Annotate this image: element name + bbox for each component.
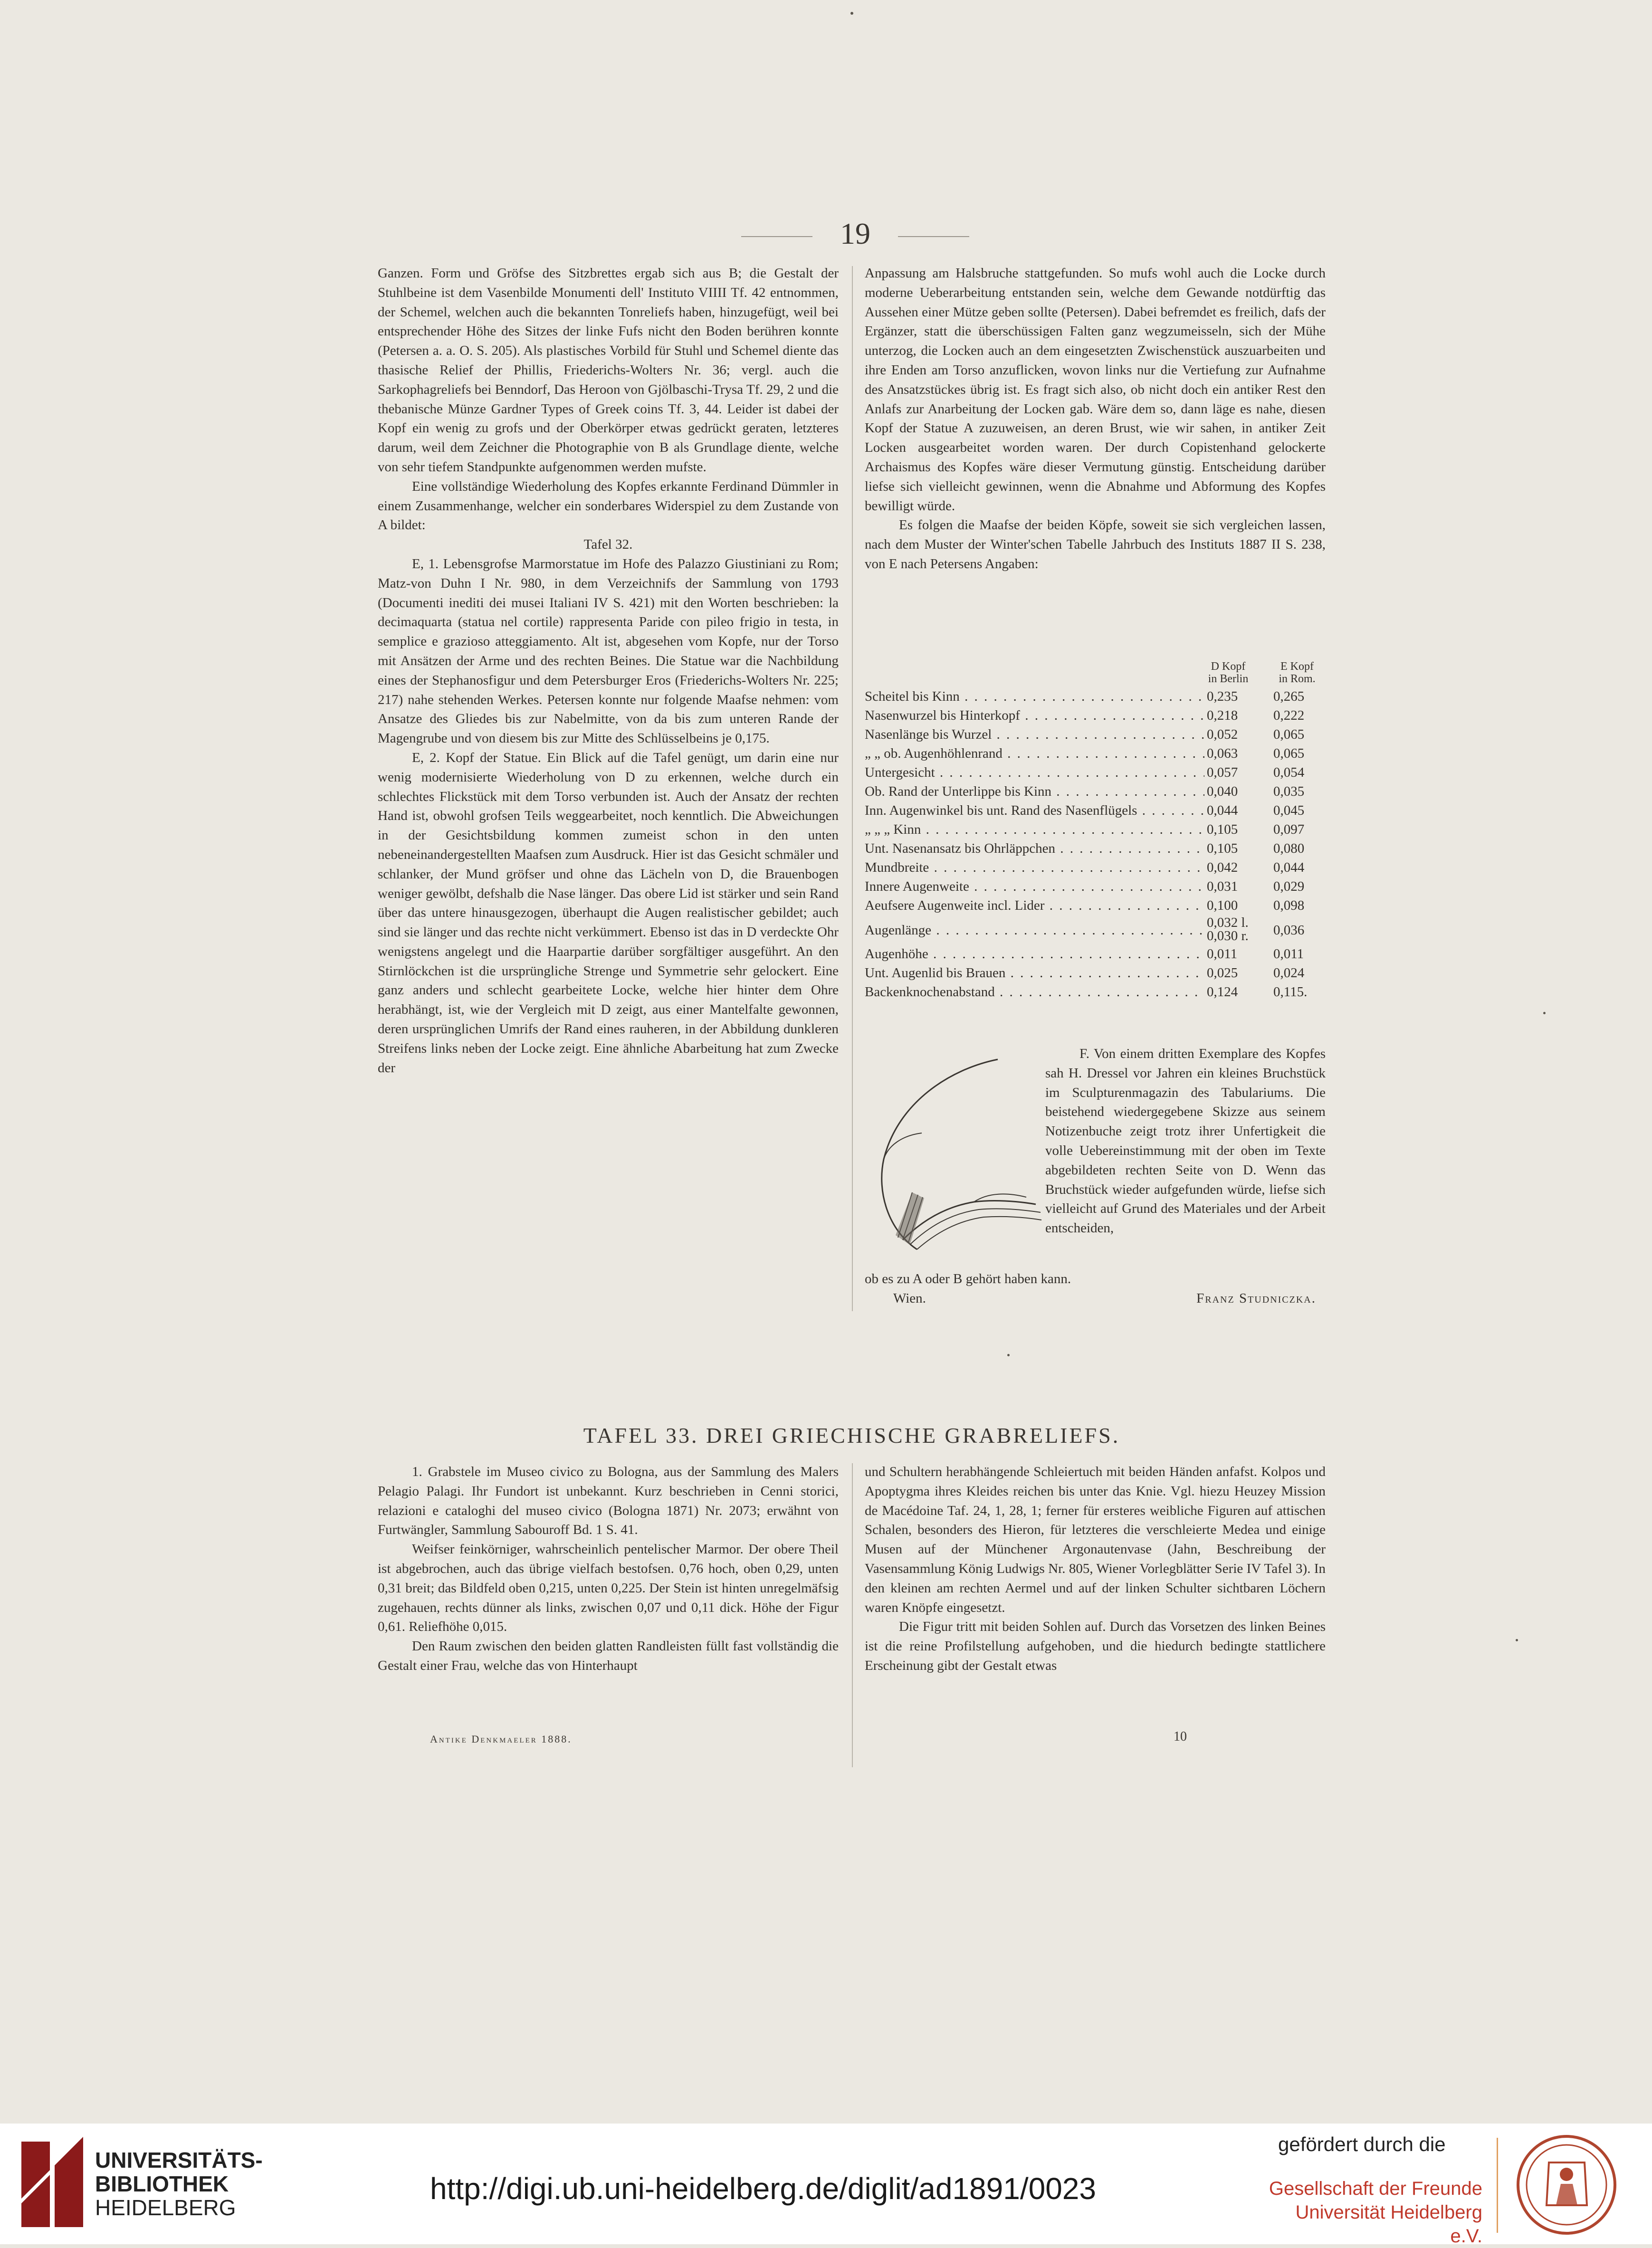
measurement-row (865, 820, 1326, 839)
measurement-d-value: 0,032 l. 0,030 r. (1207, 916, 1269, 943)
measurement-label: Ob. Rand der Unterlippe bis Kinn . . . (865, 784, 1204, 799)
measurement-d-value: 0,057 (1207, 763, 1269, 782)
ub-name-line3: HEIDELBERG (95, 2195, 236, 2220)
measurement-e-value: 0,045 (1273, 801, 1326, 820)
measurement-row (865, 963, 1326, 982)
measurement-row (865, 858, 1326, 877)
measurement-e-value: 0,024 (1273, 963, 1326, 982)
header-e-kopf: E Kopf in Rom. (1279, 660, 1316, 685)
dust-speck (1516, 1639, 1518, 1641)
measurement-row (865, 877, 1326, 896)
ub-name-line2: BIBLIOTHEK (95, 2172, 229, 2196)
measurement-label-wrap (865, 963, 1204, 982)
measurement-label-wrap (865, 820, 1204, 839)
measurement-label: „ „ „ Kinn . . . (865, 822, 1204, 837)
measurement-label: Untergesicht . . . (865, 765, 1204, 780)
sponsor-divider (1497, 2138, 1498, 2233)
measurement-e-value: 0,011 (1273, 944, 1326, 963)
text-column-left-lower (378, 1462, 839, 1738)
col2-paragraph: Anpassung am Halsbruche stattgefunden. So mufs wohl auch die Locke durch moderne Ueberarbeitung entstanden sein, welche dem Gewande notdürftig das Aussehen einer Mütze geben sollte (Petersen). Dabei befremdet es freilich, dafs der Ergänzer, statt die überschüssigen Falten ganz wegzumeisseln, sich der Mühe unterzog, die Locken auch an dem eingesetzten Zwischenstück auszuarbeiten und ihre Enden am Torso anzuflicken, wovon links nur die Vertiefung zur Aufnahme des Ansatzstückes übrig ist. Es fragt sich also, ob nicht doch ein antiker Rest den Anlafs zur Anarbeitung der Locken gab. Wäre dem so, dann läge es nahe, diesen Kopf der Statue A zuzuweisen, an deren Brust, wie wir sahen, in antiker Zeit Locken ausgearbeitet worden waren. Der durch Copistenhand gelockerte Archaismus des Kopfes wäre dieser Vermutung günstig. Entscheidung darüber liefse sich vielleicht gewinnen, wenn die Abnahme und Abformung des Kopfes bewilligt würde. (865, 266, 1326, 514)
measurement-e-value: 0,115. (1273, 982, 1326, 1001)
measurement-row (865, 839, 1326, 858)
text-column-left-upper (378, 264, 839, 1323)
column-rule-upper (852, 266, 853, 1311)
measurement-d-value: 0,235 (1207, 687, 1269, 706)
measurement-label-wrap (865, 782, 1204, 801)
col1-paragraph: E, 1. Lebensgrofse Marmorstatue im Hofe des Palazzo Giustiniani zu Rom; Matz-von Duhn I Nr. 980, in dem Verzeichnifs der Sammlung von 1793 (Documenti inediti dei musei Italiani IV S. 421) mit den Worten beschrieben: la decimaquarta (statua nel cortile) rappresenta Paride con pileo frigio in testa, in semplice e grazioso atteggiamento. Alt ist, abgesehen vom Kopfe, nur der Torso mit Ansätzen der Arme und des rechten Beines. Die Statue war die Nachbildung eines der Stephanosfigur und dem Petersburger Eros (Friederichs-Wolters Nr. 225; 217) nahe stehenden Werkes. Petersen konnte nur folgende Maafse nehmen: vom Ansatze des Gliedes bis zur Nabelmitte, von da bis zum unteren Rande der Magengrube und von diesem bis zur Mitte des Schlüsselbeins je 0,175. (378, 556, 839, 746)
col4-paragraph: Weifser feinkörniger, wahrscheinlich pentelischer Marmor. Der obere Theil ist abgebrochen, auch das übrige vielfach bestofsen. 0,76 hoch, oben 0,29, unten 0,31 breit; das Bildfeld oben 0,215, unten 0,225. Der Stein ist hinten unregelmäfsig zugehauen, rechts dünner als links, zwischen 0,07 und 0,11 dick. Höhe der Figur 0,61. Reliefhöhe 0,015. (378, 1542, 839, 1635)
measurement-d-value: 0,100 (1207, 896, 1269, 915)
measurement-label: Nasenlänge bis Wurzel . . . (865, 727, 1204, 742)
measurement-row (865, 896, 1326, 915)
measurement-d-value: 0,105 (1207, 820, 1269, 839)
sponsor-name-line2: Universität Heidelberg e.V. (1295, 2202, 1482, 2247)
col4-paragraph: Den Raum zwischen den beiden glatten Randleisten füllt fast vollständig die Gestalt einer Frau, welche das von Hinterhaupt (378, 1638, 839, 1673)
measurement-label: Unt. Nasenansatz bis Ohrläppchen . . . (865, 841, 1204, 856)
measurement-label-wrap (865, 763, 1204, 782)
measurement-label-wrap (865, 839, 1204, 858)
measurement-e-value: 0,065 (1273, 725, 1326, 744)
measurement-label-wrap (865, 858, 1204, 877)
col1-paragraph: Tafel 32. (583, 537, 633, 552)
dust-speck (850, 12, 853, 15)
measurement-d-value: 0,063 (1207, 744, 1269, 763)
measurement-d-value: 0,011 (1207, 944, 1269, 963)
measurement-label: Backenknochenabstand . . . (865, 984, 1204, 1000)
measurement-row (865, 763, 1326, 782)
text-column-right-upper (865, 264, 1326, 663)
measurement-e-value: 0,054 (1273, 763, 1326, 782)
university-seal-icon (1516, 2134, 1618, 2236)
measurement-e-value: 0,222 (1273, 706, 1326, 725)
measurement-label: Mundbreite . . . (865, 860, 1204, 875)
measurement-row (865, 982, 1326, 1001)
page-number: 19 (713, 216, 998, 251)
footer-signature-number: 10 (1174, 1729, 1187, 1744)
measurement-label: Nasenwurzel bis Hinterkopf . . . (865, 708, 1204, 723)
dust-speck (1007, 1354, 1010, 1356)
col1-paragraph: Ganzen. Form und Gröfse des Sitzbrettes ergab sich aus B; die Gestalt der Stuhlbeine ist dem Vasenbilde Monumenti dell' Instituto VIIII Tf. 42 entnommen, der Schemel, welchen auch die bekannten Tonreliefs haben, hinzugefügt, weil bei entsprechender Höhe des Sitzes der linke Fufs nicht den Boden berühren konnte (Petersen a. a. O. S. 205). Als plastisches Vorbild für Stuhl und Schemel diente das thasische Relief der Phillis, Friederichs-Wolters Nr. 36; vergl. auch die Sarkophagreliefs bei Benndorf, Das Heroon von Gjölbaschi-Trysa Tf. 29, 2 und die thebanische Münze Gardner Types of Greek coins Tf. 3, 44. Leider ist dabei der Kopf ein wenig zu grofs und der Oberkörper etwas gedrückt geraten, letzteres darum, weil dem Zeichner die Photographie von B als Grundlage diente, welche von sehr tiefem Standpunkte aufgenommen werden mufste. (378, 266, 839, 475)
head-fragment-sketch (865, 1050, 1045, 1259)
measurement-e-value: 0,036 (1273, 921, 1326, 940)
measurement-row (865, 915, 1326, 944)
measurement-row (865, 801, 1326, 820)
col2-paragraph: Es folgen die Maafse der beiden Köpfe, soweit sie sich vergleichen lassen, nach dem Muster der Winter'schen Tabelle Jahrbuch des Instituts 1887 II S. 238, von E nach Petersens Angaben: (865, 517, 1326, 572)
footer-series-title: Antike Denkmaeler 1888. (430, 1733, 572, 1745)
measurement-d-value: 0,044 (1207, 801, 1269, 820)
ub-name-line1: UNIVERSITÄTS- (95, 2148, 263, 2172)
measurement-row (865, 706, 1326, 725)
measurement-e-value: 0,265 (1273, 687, 1326, 706)
text-column-fragment-end (865, 1269, 1326, 1322)
measurement-label-wrap (865, 982, 1204, 1001)
measurement-d-value: 0,031 (1207, 877, 1269, 896)
sponsor-name-line1: Gesellschaft der Freunde (1269, 2178, 1482, 2199)
measurement-e-value: 0,035 (1273, 782, 1326, 801)
col1-paragraph: E, 2. Kopf der Statue. Ein Blick auf die Tafel genügt, um darin eine nur wenig modernisierte Wiederholung von D zu erkennen, welche durch ein schlechtes Flickstück mit dem Torso verbunden ist. Auch der Ansatz der rechten Hand ist, obwohl grofsen Teils weggearbeitet, noch kenntlich. Die Abweichungen in der Gesichtsbildung kommen zumeist schon in den unten nebeneinandergestellten Maafsen zum Ausdruck. Hier ist das Gesicht schmäler und schlanker, der Mund gröfser und ohne das Lächeln von D, die Brauenbogen weniger gewölbt, defshalb die Nase länger. Das obere Lid ist stärker und sein Rand über das untere hinausgezogen, überhaupt die Augen realistischer gebildet; auch sind sie länger und das rechte nicht verkümmert. Ebenso ist das in D verdeckte Ohr wenigstens angelegt und die Haarpartie darüber sorgfältiger ausgeführt. An den Stirnlöckchen ist die ursprüngliche Strenge und Symmetrie sehr gelockert. Eine ganz anders und schlecht gearbeitete Locke, welche hier hinter dem Ohre herabhängt, ist, wie der Vergleich mit D zeigt, aus einer Mantelfalte gewonnen, deren ursprünglichen Umrifs der Rand eines rauheren, in der Abbildung dunkleren Streifens links neben der Locke zeigt. Eine ähnliche Abarbeitung hat zum Zwecke der (378, 750, 839, 1076)
header-d-kopf: D Kopf in Berlin (1208, 660, 1249, 685)
measurement-d-value: 0,025 (1207, 963, 1269, 982)
dust-speck (1543, 1012, 1546, 1014)
signature-line (865, 1289, 1326, 1308)
measurement-d-value: 0,052 (1207, 725, 1269, 744)
measurement-row (865, 725, 1326, 744)
measurement-e-value: 0,044 (1273, 858, 1326, 877)
measurement-row (865, 744, 1326, 763)
measurement-label-wrap (865, 687, 1204, 706)
measurement-label-wrap (865, 706, 1204, 725)
permalink-url[interactable]: http://digi.ub.uni-heidelberg.de/diglit/ad1891/0023 (430, 2172, 1096, 2206)
measurement-label: Innere Augenweite . . . (865, 879, 1204, 894)
measurement-label: Aeufsere Augenweite incl. Lider . . . (865, 898, 1204, 913)
measurement-label: Unt. Augenlid bis Brauen . . . (865, 965, 1204, 981)
measurement-row (865, 944, 1326, 963)
measurement-e-value: 0,080 (1273, 839, 1326, 858)
measurement-label-wrap (865, 744, 1204, 763)
text-column-right-lower (865, 1462, 1326, 1738)
col5-paragraph: Die Figur tritt mit beiden Sohlen auf. Durch das Vorsetzen des linken Beines ist die reine Profilstellung aufgehoben, und die hiedurch bedingte stattlichere Erscheinung gibt der Gestalt etwas (865, 1619, 1326, 1673)
measurement-label: Augenlänge . . . (865, 923, 1204, 938)
column-rule-lower (852, 1463, 853, 1767)
university-library-name (95, 2148, 263, 2219)
measurement-table-header (865, 660, 1326, 687)
measurement-label-wrap (865, 801, 1204, 820)
col5-paragraph: und Schultern herabhängende Schleiertuch mit beiden Händen anfafst. Kolpos und Apoptygma ihres Kleides reichen bis unter das Knie. Vgl. hiezu Heuzey Mission de Macédoine Taf. 24, 1, 28, 1; ferner für ersteres weibliche Figuren auf attischen Schalen, besonders des Hieron, für letzteres die verschleierte Medea und einige Musen auf der Münchener Argonautenvase (Jahn, Beschreibung der Vasensammlung König Ludwigs Nr. 805, Wiener Vorlegblätter Serie IV Tafel 3). In den kleinen am rechten Aermel und auf der linken Schulter sichtbaren Löchern waren Knöpfe eingesetzt. (865, 1464, 1326, 1615)
measurement-row (865, 782, 1326, 801)
measurement-d-value: 0,218 (1207, 706, 1269, 725)
measurement-label: Inn. Augenwinkel bis unt. Rand des Nasenflügels . . . (865, 803, 1204, 818)
signature-place: Wien. (893, 1290, 926, 1306)
col1-paragraph: Eine vollständige Wiederholung des Kopfes erkannte Ferdinand Dümmler in einem Zusammenhange, welcher ein sonderbares Widerspiel zu dem Zustande von A bildet: (378, 478, 839, 533)
measurement-label-wrap (865, 944, 1204, 963)
measurement-d-value: 0,105 (1207, 839, 1269, 858)
measurement-row (865, 687, 1326, 706)
measurement-e-value: 0,098 (1273, 896, 1326, 915)
measurement-label: Scheitel bis Kinn . . . (865, 689, 1204, 704)
measurement-label-wrap (865, 725, 1204, 744)
section-heading: TAFEL 33. DREI GRIECHISCHE GRABRELIEFS. (583, 1423, 1120, 1448)
measurement-e-value: 0,097 (1273, 820, 1326, 839)
measurement-e-value: 0,065 (1273, 744, 1326, 763)
measurement-d-value: 0,042 (1207, 858, 1269, 877)
measurement-label-wrap (865, 921, 1204, 940)
fragment-paragraph: F. Von einem dritten Exemplare des Kopfes sah H. Dressel vor Jahren ein kleines Bruchstück im Sculpturenmagazin des Tabulariums. Die beistehend wiedergegebene Skizze aus seinem Notizenbuche zeigt trotz ihrer Unfertigkeit die volle Uebereinstimmung mit der oben im Texte abgebildeten rechten Seite von D. Wenn das Bruchstück wieder aufgefunden würde, liefse sich vielleicht auf Grund des Materiales und der Arbeit entscheiden, (1045, 1046, 1326, 1236)
university-library-logo (17, 2137, 88, 2232)
measurement-d-value: 0,040 (1207, 782, 1269, 801)
col4-paragraph: 1. Grabstele im Museo civico zu Bologna, aus der Sammlung des Malers Pelagio Palagi. Ihr Fundort ist unbekannt. Kurz beschrieben in Cenni storici, relazioni e cataloghi del museo civico (Bologna 1871) Nr. 2073; erwähnt von Furtwängler, Sammlung Sabouroff Bd. 1 S. 41. (378, 1464, 839, 1538)
sponsor-caption: gefördert durch die (1278, 2133, 1446, 2155)
measurement-label-wrap (865, 877, 1204, 896)
text-column-fragment-note (1045, 1044, 1326, 1267)
digitization-banner (0, 2124, 1652, 2247)
measurement-e-value: 0,029 (1273, 877, 1326, 896)
measurement-label: Augenhöhe . . . (865, 946, 1204, 962)
measurement-label: „ „ ob. Augenhöhlenrand . . . (865, 746, 1204, 761)
fragment-paragraph-end: ob es zu A oder B gehört haben kann. (865, 1271, 1071, 1286)
measurement-label-wrap (865, 896, 1204, 915)
measurement-d-value: 0,124 (1207, 982, 1269, 1001)
measurement-table (865, 660, 1326, 1001)
sponsor-name (1269, 2177, 1482, 2248)
signature-author: Franz Studniczka. (1196, 1290, 1316, 1306)
